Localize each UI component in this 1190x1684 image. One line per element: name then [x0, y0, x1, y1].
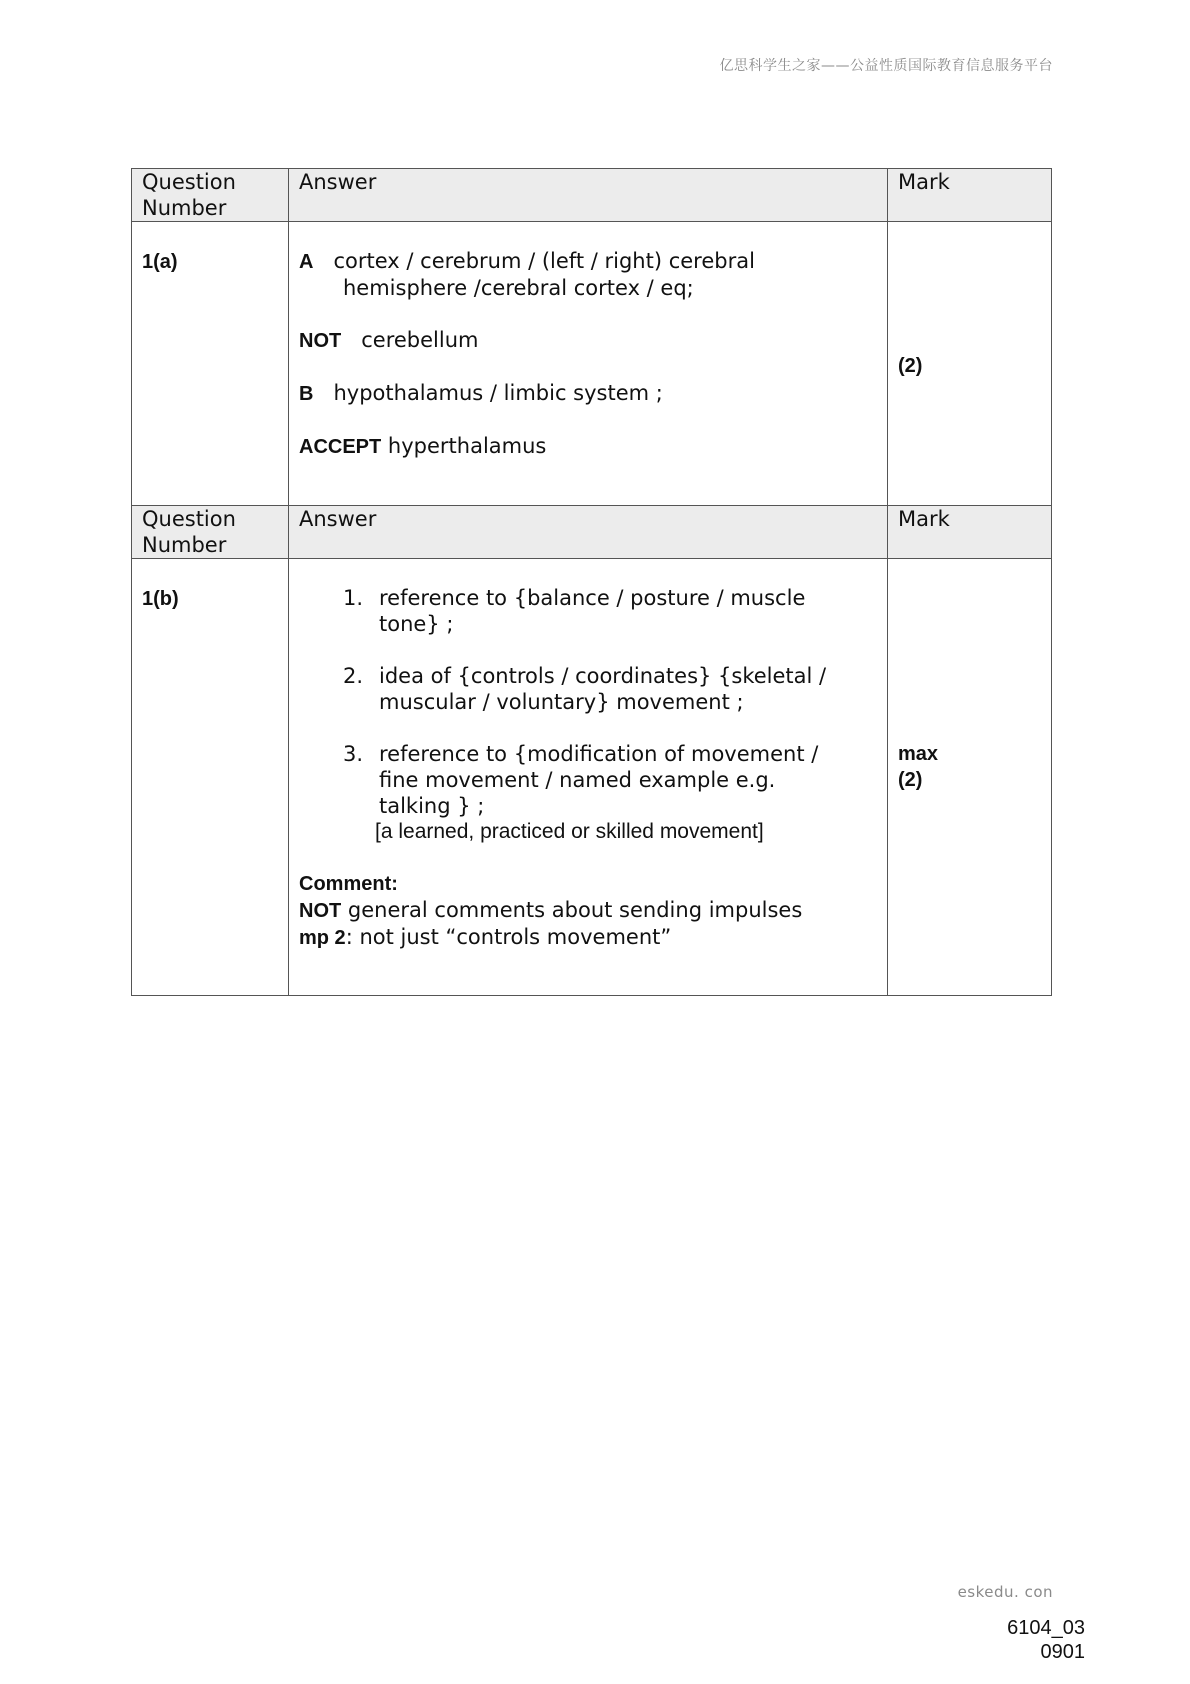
answer-not-label: NOT [299, 330, 342, 352]
comment-not-label: NOT [299, 900, 342, 922]
comment-mp-label: mp 2 [299, 927, 346, 949]
question-header-line1: Question [142, 507, 236, 531]
mark-cell [888, 222, 1052, 507]
header-watermark: 亿思科学生之家——公益性质国际教育信息服务平台 [719, 58, 1053, 74]
table-header-row [132, 506, 1052, 559]
answer-accept-label: ACCEPT [299, 436, 382, 458]
question-number-cell [132, 559, 289, 996]
list-item-line1: reference to {modification of movement / [379, 742, 819, 766]
answer-cell [289, 222, 888, 507]
question-header-line1: Question [142, 170, 236, 194]
footer-site: eskedu. con [957, 1583, 1053, 1601]
list-item-line1: reference to {balance / posture / muscle [379, 586, 806, 610]
question-header-line2: Number [142, 196, 227, 220]
answer-a-text-line1: cortex / cerebrum / (left / right) cerebral [333, 249, 755, 273]
table-row [132, 559, 1052, 996]
question-number-header [132, 506, 289, 559]
answer-not-text: cerebellum [361, 328, 479, 352]
list-item-line2: muscular / voluntary} movement ; [379, 690, 744, 714]
list-item [299, 585, 877, 637]
footer-code-line1: 6104_03 [1007, 1617, 1085, 1639]
list-item-line2: tone} ; [379, 612, 454, 636]
answer-cell [289, 559, 888, 996]
mark-scheme-table-1a [131, 168, 1052, 507]
list-item [299, 663, 877, 715]
question-number-header [132, 169, 289, 222]
footer-code [1007, 1616, 1085, 1664]
list-item-line2: fine movement / named example e.g. [379, 768, 776, 792]
table-row [132, 222, 1052, 507]
question-number-cell [132, 222, 289, 507]
answer-b-text: hypothalamus / limbic system ; [333, 381, 663, 405]
mark-header: Mark [888, 506, 1052, 559]
answer-header: Answer [289, 506, 888, 559]
list-item-number: 2. [343, 664, 364, 688]
question-number: 1(a) [142, 251, 178, 273]
list-item-number: 1. [343, 586, 364, 610]
comment-not-text: general comments about sending impulses [347, 898, 803, 922]
list-item-line3: talking } ; [379, 794, 485, 818]
mark-cell [888, 559, 1052, 996]
mark-scheme-table-1b [131, 505, 1052, 996]
list-item-line1: idea of {controls / coordinates} {skeletal / [379, 664, 827, 688]
question-number: 1(b) [142, 588, 179, 610]
answer-a-text-line2: hemisphere /cerebral cortex / eq; [343, 276, 694, 300]
answer-header: Answer [289, 169, 888, 222]
answer-b-label: B [299, 383, 314, 405]
list-item [299, 741, 877, 819]
table-header-row [132, 169, 1052, 222]
answer-accept-text: hyperthalamus [387, 434, 547, 458]
list-item-number: 3. [343, 742, 364, 766]
mark-value: (2) [898, 355, 923, 377]
footer-code-line2: 0901 [1040, 1641, 1085, 1663]
answer-a-label: A [299, 251, 314, 273]
bracket-note: [a learned, practiced or skilled movement] [375, 820, 764, 843]
question-header-line2: Number [142, 533, 227, 557]
comment-mp-text: : not just “controls movement” [345, 925, 672, 949]
comment-label: Comment: [299, 873, 398, 895]
mark-max-label: max [898, 743, 939, 765]
mark-header: Mark [888, 169, 1052, 222]
mark-value: (2) [898, 769, 923, 791]
